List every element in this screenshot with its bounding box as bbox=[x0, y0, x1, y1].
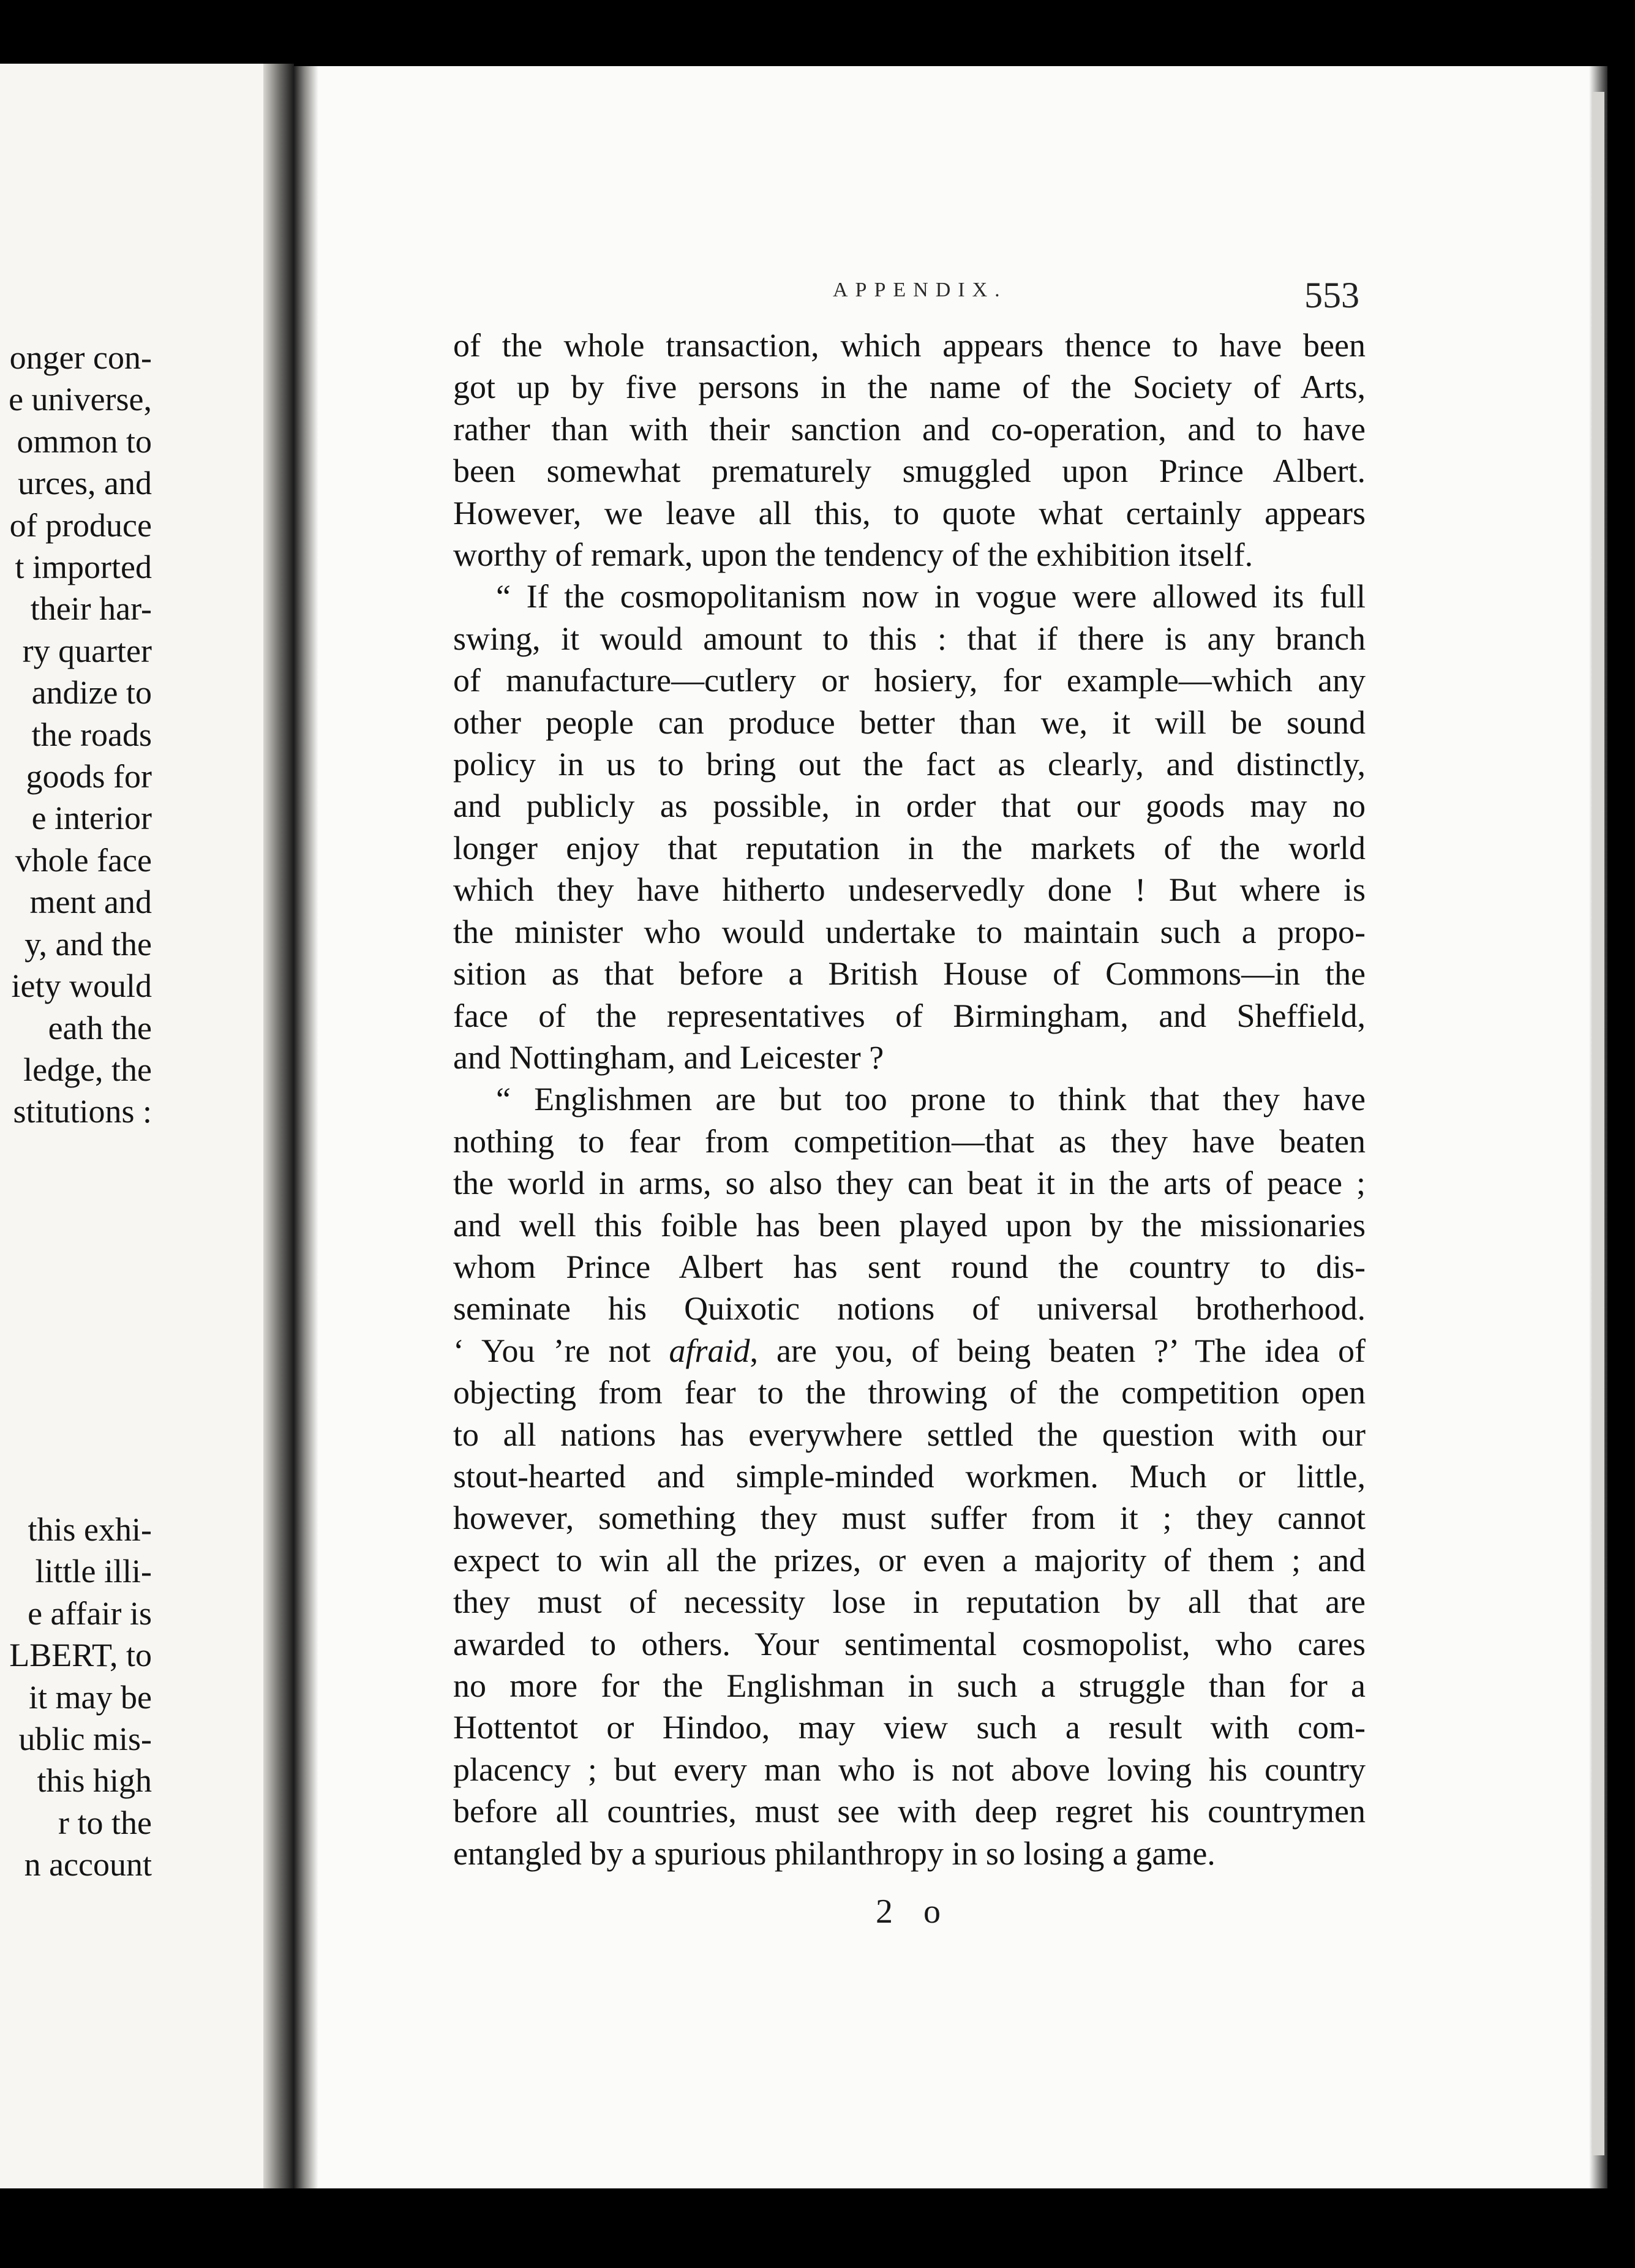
text-line: and publicly as possible, in order that our goods may no bbox=[453, 787, 1366, 825]
left-line: onger con- bbox=[9, 339, 152, 376]
left-line: t imported bbox=[15, 549, 152, 586]
left-line: it may be bbox=[29, 1678, 152, 1716]
text-line: the world in arms, so also they can beat it in the arts of peace ; bbox=[453, 1165, 1366, 1202]
left-line: the roads bbox=[31, 716, 152, 753]
left-line: ledge, the bbox=[23, 1051, 152, 1088]
left-line: urces, and bbox=[18, 465, 152, 502]
text-line: the minister who would undertake to maintain such a propo- bbox=[453, 913, 1366, 950]
text-line: worthy of remark, upon the tendency of the exhibition itself. bbox=[453, 536, 1254, 574]
text-line: before all countries, must see with deep regret his countrymen bbox=[453, 1793, 1366, 1830]
text-line: face of the representatives of Birmingham, and Sheffield, bbox=[453, 997, 1366, 1034]
left-line: andize to bbox=[31, 674, 152, 712]
page-number: 553 bbox=[1304, 275, 1359, 315]
text-line: “ If the cosmopolitanism now in vogue were allowed its full bbox=[496, 578, 1366, 615]
text-line: objecting from fear to the throwing of the competition open bbox=[453, 1374, 1366, 1411]
text-line: However, we leave all this, to quote what certainly appears bbox=[453, 494, 1366, 531]
left-line: e universe, bbox=[9, 381, 152, 418]
text-line: other people can produce better than we, it will be sound bbox=[453, 704, 1366, 741]
text-line: been somewhat prematurely smuggled upon Prince Albert. bbox=[453, 452, 1366, 490]
book-gutter bbox=[263, 64, 294, 2188]
left-line: iety would bbox=[11, 967, 152, 1005]
text-line: entangled by a spurious philanthropy in so losing a game. bbox=[453, 1834, 1216, 1872]
left-line: vhole face bbox=[15, 841, 152, 879]
text-line: whom Prince Albert has sent round the country to dis- bbox=[453, 1248, 1366, 1285]
emphasis: afraid bbox=[669, 1332, 750, 1369]
text-line: awarded to others. Your sentimental cosmopolist, who cares bbox=[453, 1625, 1366, 1662]
text-line: and Nottingham, and Leicester ? bbox=[453, 1038, 884, 1076]
page-edge bbox=[1592, 92, 1604, 2155]
left-line: ommon to bbox=[17, 422, 152, 460]
text-line: swing, it would amount to this : that if there is any branch bbox=[453, 620, 1366, 657]
left-line: y, and the bbox=[24, 925, 152, 963]
left-line: goods for bbox=[26, 758, 152, 795]
text-line: longer enjoy that reputation in the markets of the world bbox=[453, 829, 1366, 866]
text-line: however, something they must suffer from it ; they cannot bbox=[453, 1500, 1366, 1537]
left-line: r to the bbox=[58, 1804, 152, 1841]
text-line: no more for the Englishman in such a struggle than for a bbox=[453, 1667, 1366, 1704]
text-line: which they have hitherto undeservedly done ! But where is bbox=[453, 871, 1366, 909]
text-line: stout-hearted and simple-minded workmen. Much or little, bbox=[453, 1457, 1366, 1495]
text-line: got up by five persons in the name of the Society of Arts, bbox=[453, 369, 1366, 406]
left-line: their har- bbox=[30, 590, 152, 628]
text-line: to all nations has everywhere settled the question with our bbox=[453, 1416, 1366, 1453]
left-line: this high bbox=[37, 1762, 152, 1800]
left-facing-page bbox=[0, 64, 274, 2188]
body-text bbox=[453, 325, 1366, 1874]
text-line: ‘ You ’re not afraid, are you, of being beaten ?’ The idea of bbox=[453, 1332, 1366, 1369]
text-line: Hottentot or Hindoo, may view such a result with com- bbox=[453, 1709, 1366, 1746]
left-line: ublic mis- bbox=[18, 1721, 152, 1758]
left-line: LBERT, to bbox=[9, 1637, 152, 1674]
text-line: policy in us to bring out the fact as clearly, and distinctly, bbox=[453, 746, 1366, 783]
text-line: rather than with their sanction and co-operation, and to have bbox=[453, 410, 1366, 448]
left-column-block-1 bbox=[0, 337, 152, 1133]
paragraph bbox=[453, 325, 1366, 576]
left-line: little illi- bbox=[35, 1553, 152, 1590]
left-line: of produce bbox=[9, 506, 152, 544]
text-line: nothing to fear from competition—that as they have beaten bbox=[453, 1122, 1366, 1160]
left-line: eath the bbox=[48, 1009, 152, 1046]
text-line: expect to win all the prizes, or even a majority of them ; and bbox=[453, 1541, 1366, 1579]
text-line: of manufacture—cutlery or hosiery, for example—which any bbox=[453, 662, 1366, 699]
left-line: ment and bbox=[29, 884, 152, 921]
text-line: of the whole transaction, which appears thence to have been bbox=[453, 327, 1366, 364]
left-line: e interior bbox=[31, 800, 152, 837]
text-line: and well this foible has been played upon by the missionaries bbox=[453, 1206, 1366, 1244]
left-line: n account bbox=[24, 1846, 152, 1883]
running-header: APPENDIX. bbox=[833, 279, 1007, 301]
paragraph bbox=[453, 1078, 1366, 1874]
text-line: seminate his Quixotic notions of universal brotherhood. bbox=[453, 1290, 1366, 1327]
paragraph bbox=[453, 576, 1366, 1078]
text-line: “ Englishmen are but too prone to think that they have bbox=[496, 1081, 1366, 1118]
left-line: this exhi- bbox=[28, 1511, 152, 1548]
text-line: sition as that before a British House of Commons—in the bbox=[453, 955, 1366, 993]
left-column-block-2 bbox=[0, 1509, 152, 1886]
left-line: e affair is bbox=[28, 1594, 152, 1632]
text-line: placency ; but every man who is not above loving his country bbox=[453, 1751, 1366, 1788]
signature-mark: 2 o bbox=[876, 1893, 952, 1931]
text-line: they must of necessity lose in reputation by all that are bbox=[453, 1583, 1366, 1621]
left-line: stitutions : bbox=[13, 1093, 152, 1130]
left-line: ry quarter bbox=[22, 632, 152, 669]
